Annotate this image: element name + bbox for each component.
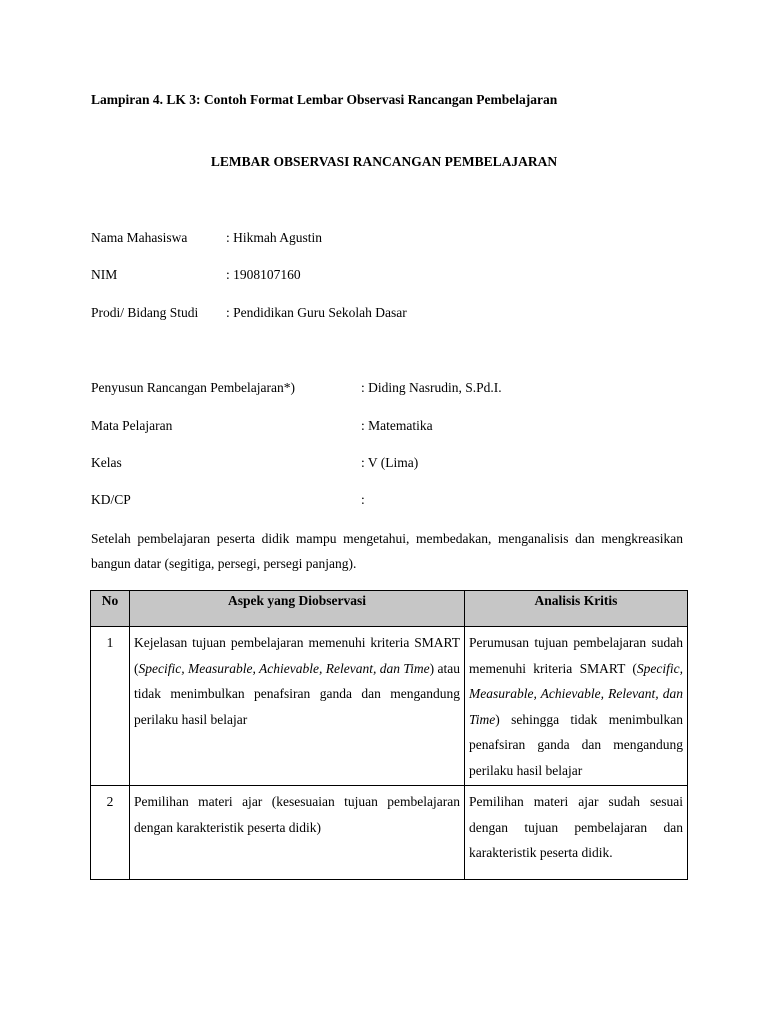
form-title: LEMBAR OBSERVASI RANCANGAN PEMBELAJARAN — [210, 154, 558, 169]
class-label: Kelas — [91, 455, 122, 470]
class-value: : V (Lima) — [361, 455, 419, 470]
analysis-text: Perumusan tujuan pembelajaran sudah memenuhi kriteria SMART ( — [469, 635, 683, 676]
student-name-value: : Hikmah Agustin — [226, 230, 323, 245]
kdcp-value: : — [361, 492, 365, 507]
kdcp-label: KD/CP — [91, 492, 131, 507]
aspect-italic-text: Specific, Measurable, Achievable, Relevant, dan Time — [138, 660, 430, 676]
compiler-value: : Diding Nasrudin, S.Pd.I. — [361, 380, 502, 395]
analysis-cell — [465, 627, 688, 786]
row-number: 2 — [91, 786, 130, 880]
aspect-cell: Pemilihan materi ajar (kesesuaian tujuan pembelajaran dengan karakteristik peserta didik) — [130, 786, 465, 880]
table-row — [91, 627, 688, 786]
nim-label: NIM — [91, 267, 118, 282]
student-name-label: Nama Mahasiswa — [91, 230, 188, 245]
table-header-row — [91, 591, 688, 627]
aspect-text: Kejelasan tujuan pembelajaran memenuhi kriteria SMART ( — [134, 635, 460, 676]
observation-table — [90, 590, 688, 880]
subject-label: Mata Pelajaran — [91, 418, 173, 433]
nim-value: : 1908107160 — [226, 267, 301, 282]
analysis-cell: Pemilihan materi ajar sudah sesuai dengan tujuan pembelajaran dan karakteristik peserta didik. — [465, 786, 688, 880]
prodi-label: Prodi/ Bidang Studi — [91, 305, 199, 320]
table-row — [91, 786, 688, 880]
subject-value: : Matematika — [361, 418, 433, 433]
aspect-cell — [130, 627, 465, 786]
header-aspect: Aspek yang Diobservasi — [130, 591, 465, 627]
analysis-italic-text: Specific, Measurable, Achievable, Relevant, dan Time — [469, 660, 683, 727]
analysis-text-end: ) sehingga tidak menimbulkan penafsiran ganda dan mengandung perilaku hasil belajar — [469, 711, 683, 778]
appendix-title: Lampiran 4. LK 3: Contoh Format Lembar Observasi Rancangan Pembelajaran — [91, 92, 558, 107]
row-number: 1 — [91, 627, 130, 786]
learning-objective-paragraph: Setelah pembelajaran peserta didik mampu mengetahui, membedakan, menganalisis dan mengkreasikan bangun datar (segitiga, persegi, persegi panjang). — [91, 531, 683, 571]
prodi-value: : Pendidikan Guru Sekolah Dasar — [226, 305, 407, 320]
header-analysis: Analisis Kritis — [465, 591, 688, 627]
aspect-text-end: ) atau tidak menimbulkan penafsiran ganda dan mengandung perilaku hasil belajar — [134, 660, 460, 727]
compiler-label: Penyusun Rancangan Pembelajaran*) — [91, 380, 295, 395]
header-no: No — [91, 591, 130, 627]
